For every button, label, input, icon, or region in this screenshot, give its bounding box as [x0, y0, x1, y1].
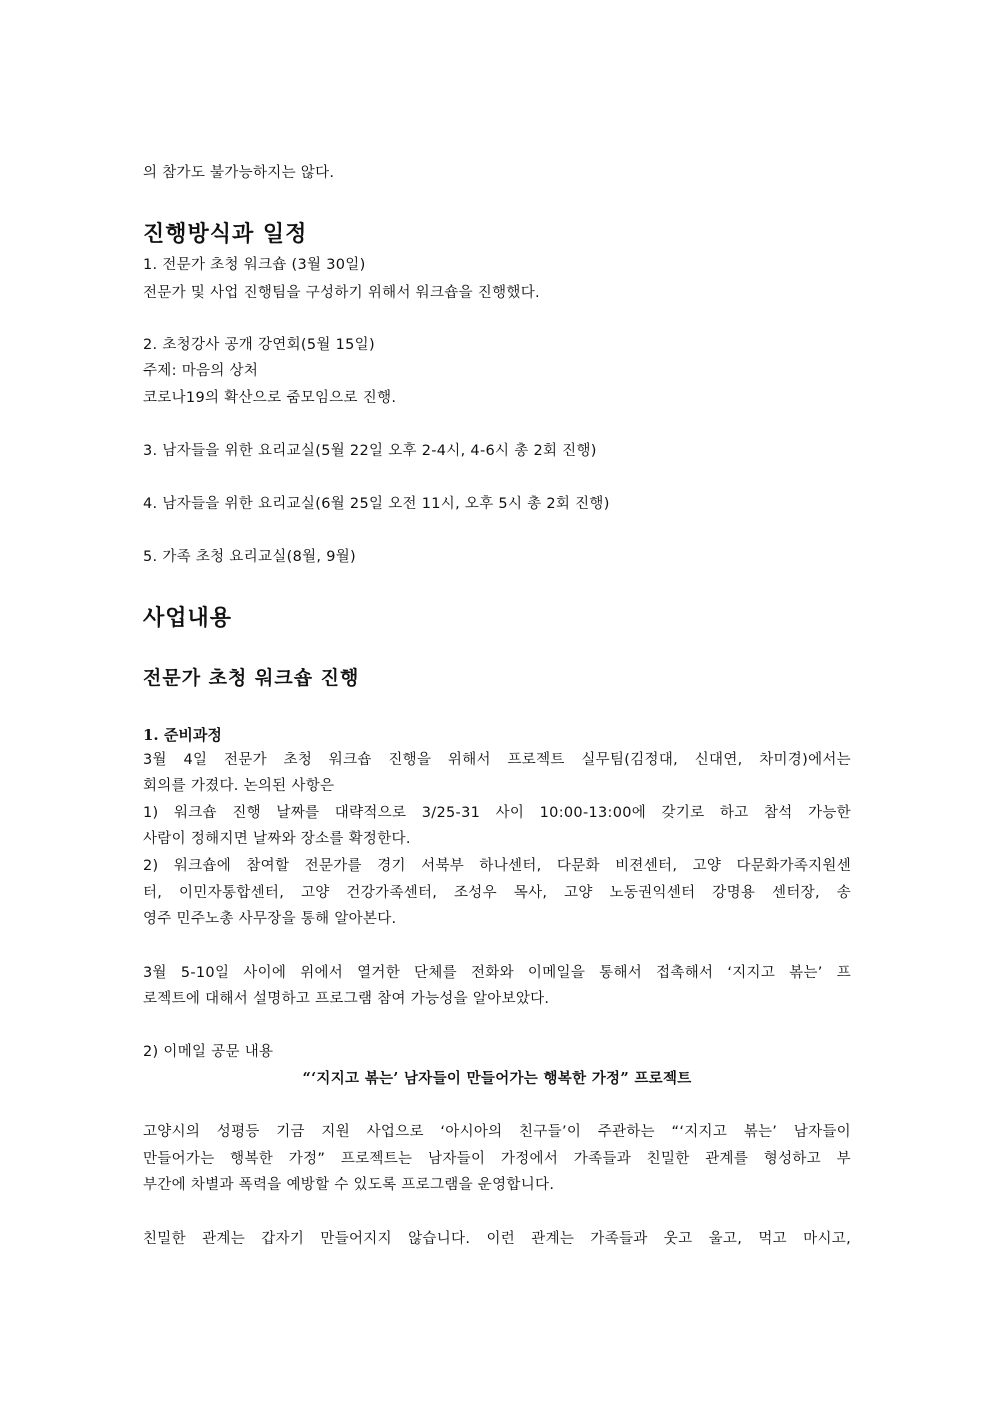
email-title: “‘지지고 볶는’ 남자들이 만들어가는 행복한 가정” 프로젝트 — [302, 1070, 692, 1087]
schedule-item: 주제: 마음의 상처 — [143, 363, 259, 379]
paragraph-line: 1) 워크숍 진행 날짜를 대략적으로 3/25-31 사이 10:00-13:00에 갖기로 하고 참석 가능한 — [143, 805, 851, 821]
section-title-content: 사업내용 — [143, 605, 233, 631]
email-paragraph-line: 고양시의 성평등 기금 지원 사업으로 ‘아시아의 친구들’이 주관하는 “‘지지고 볶는’ 남자들이 — [143, 1124, 851, 1140]
paragraph-line: 터, 이민자통합센터, 고양 건강가족센터, 조성우 목사, 고양 노동권익센터 강명용 센터장, 송 — [143, 885, 851, 901]
paragraph-line: 3월 4일 전문가 초청 워크숍 진행을 위해서 프로젝트 실무팀(김정대, 신대연, 차미경)에서는 — [143, 752, 851, 768]
email-paragraph-line: 친밀한 관계는 갑자기 만들어지지 않습니다. 이런 관계는 가족들과 웃고 울고, 먹고 마시고, — [143, 1231, 851, 1247]
paragraph-line: 로젝트에 대해서 설명하고 프로그램 참여 가능성을 알아보았다. — [143, 991, 550, 1007]
paragraph-line: 사람이 정해지면 날짜와 장소를 확정한다. — [143, 831, 411, 847]
intro-tail-text: 의 참가도 불가능하지는 않다. — [143, 165, 335, 181]
schedule-item: 전문가 및 사업 진행팀을 구성하기 위해서 워크숍을 진행했다. — [143, 285, 540, 301]
paragraph-line: 영주 민주노총 사무장을 통해 알아본다. — [143, 911, 397, 927]
schedule-item: 2. 초청강사 공개 강연회(5월 15일) — [143, 337, 375, 353]
paragraph-line: 2) 워크숍에 참여할 전문가를 경기 서북부 하나센터, 다문화 비젼센터, 고양 다문화가족지원센 — [143, 858, 851, 874]
section-title-schedule: 진행방식과 일정 — [143, 221, 308, 247]
schedule-item: 1. 전문가 초청 워크숍 (3월 30일) — [143, 257, 366, 273]
paragraph-line: 회의를 가졌다. 논의된 사항은 — [143, 778, 335, 794]
schedule-item: 3. 남자들을 위한 요리교실(5월 22일 오후 2-4시, 4-6시 총 2회 진행) — [143, 443, 597, 459]
email-paragraph-line: 만들어가는 행복한 가정” 프로젝트는 남자들이 가정에서 가족들과 친밀한 관계를 형성하고 부 — [143, 1151, 851, 1167]
email-paragraph-line: 부간에 차별과 폭력을 예방할 수 있도록 프로그램을 운영합니다. — [143, 1177, 555, 1193]
email-label: 2) 이메일 공문 내용 — [143, 1044, 274, 1060]
subsection-preparation: 1. 준비과정 — [143, 726, 222, 744]
paragraph-line: 3월 5-10일 사이에 위에서 열거한 단체를 전화와 이메일을 통해서 접촉해서 ‘지지고 볶는’ 프 — [143, 965, 851, 981]
schedule-item: 4. 남자들을 위한 요리교실(6월 25일 오전 11시, 오후 5시 총 2회 진행) — [143, 496, 610, 512]
schedule-item: 코로나19의 확산으로 줌모임으로 진행. — [143, 390, 397, 406]
schedule-item: 5. 가족 초청 요리교실(8월, 9월) — [143, 549, 357, 565]
subsection-title-workshop: 전문가 초청 워크숍 진행 — [143, 667, 360, 689]
